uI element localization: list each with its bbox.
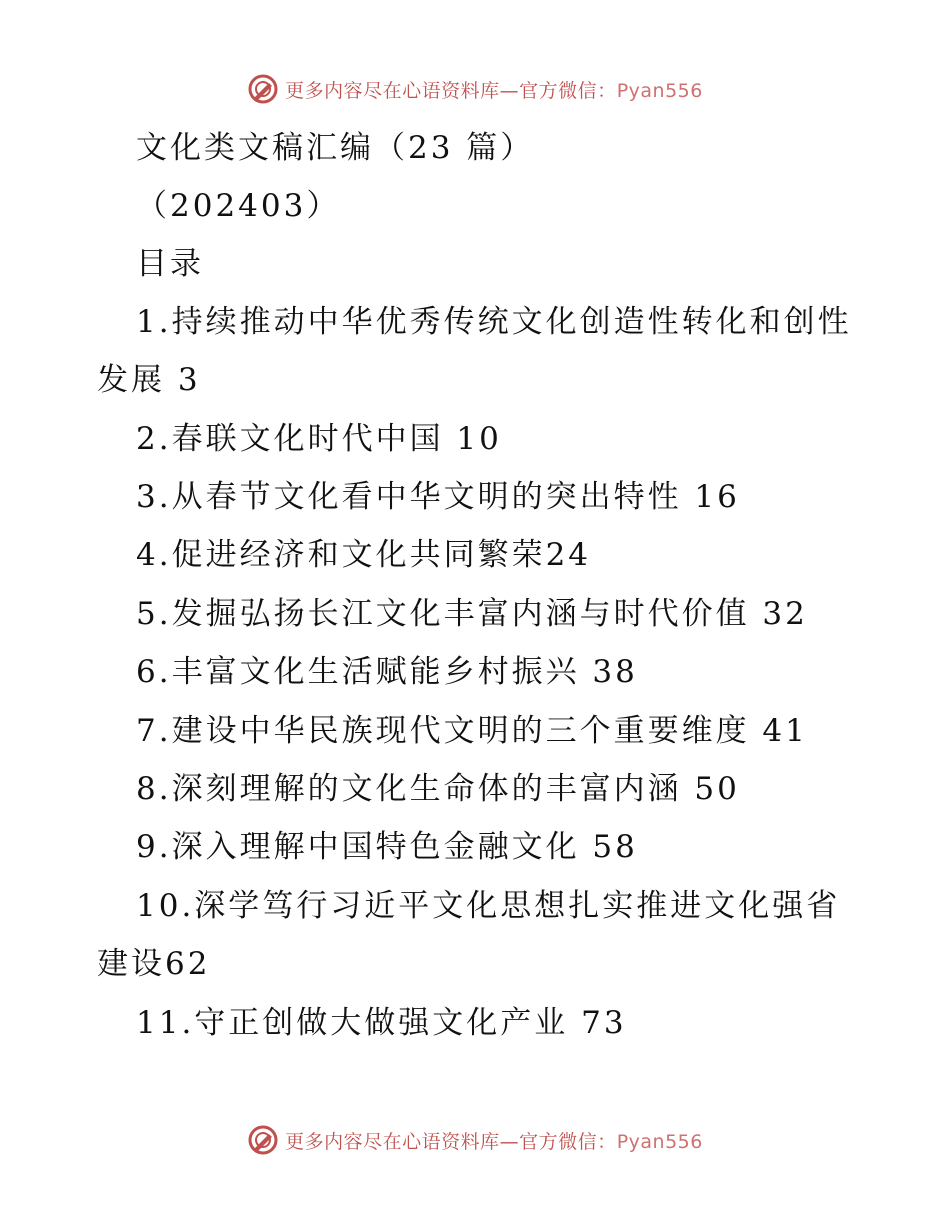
- toc-item-6: 6.丰富文化生活赋能乡村振兴 38: [136, 654, 638, 690]
- watermark-text: 更多内容尽在心语资料库—官方微信：Pyan556: [285, 1130, 703, 1153]
- toc-item-8: 8.深刻理解的文化生命体的丰富内涵 50: [136, 771, 740, 807]
- toc-item-3: 3.从春节文化看中华文明的突出特性 16: [136, 479, 740, 515]
- watermark-text: 更多内容尽在心语资料库—官方微信：Pyan556: [285, 79, 703, 102]
- document-date: （202403）: [136, 188, 341, 224]
- toc-item-1-continued: 发展 3: [97, 362, 201, 398]
- toc-item-10: 10.深学笃行习近平文化思想扎实推进文化强省: [136, 888, 841, 924]
- header-watermark: [0, 72, 950, 106]
- toc-item-4: 4.促进经济和文化共同繁荣24: [136, 537, 592, 573]
- toc-item-7: 7.建设中华民族现代文明的三个重要维度 41: [136, 713, 808, 749]
- toc-item-9: 9.深入理解中国特色金融文化 58: [136, 829, 638, 865]
- pen-logo-icon: [247, 73, 279, 105]
- footer-watermark: [0, 1123, 950, 1157]
- pen-logo-icon: [247, 1124, 279, 1156]
- toc-item-5: 5.发掘弘扬长江文化丰富内涵与时代价值 32: [136, 596, 808, 632]
- document-title: 文化类文稿汇编（23 篇）: [136, 130, 535, 166]
- toc-item-10-continued: 建设62: [97, 946, 211, 982]
- toc-item-11: 11.守正创做大做强文化产业 73: [136, 1005, 627, 1041]
- toc-heading: 目录: [136, 246, 204, 282]
- toc-item-1: 1.持续推动中华优秀传统文化创造性转化和创性: [136, 304, 852, 340]
- toc-item-2: 2.春联文化时代中国 10: [136, 421, 502, 457]
